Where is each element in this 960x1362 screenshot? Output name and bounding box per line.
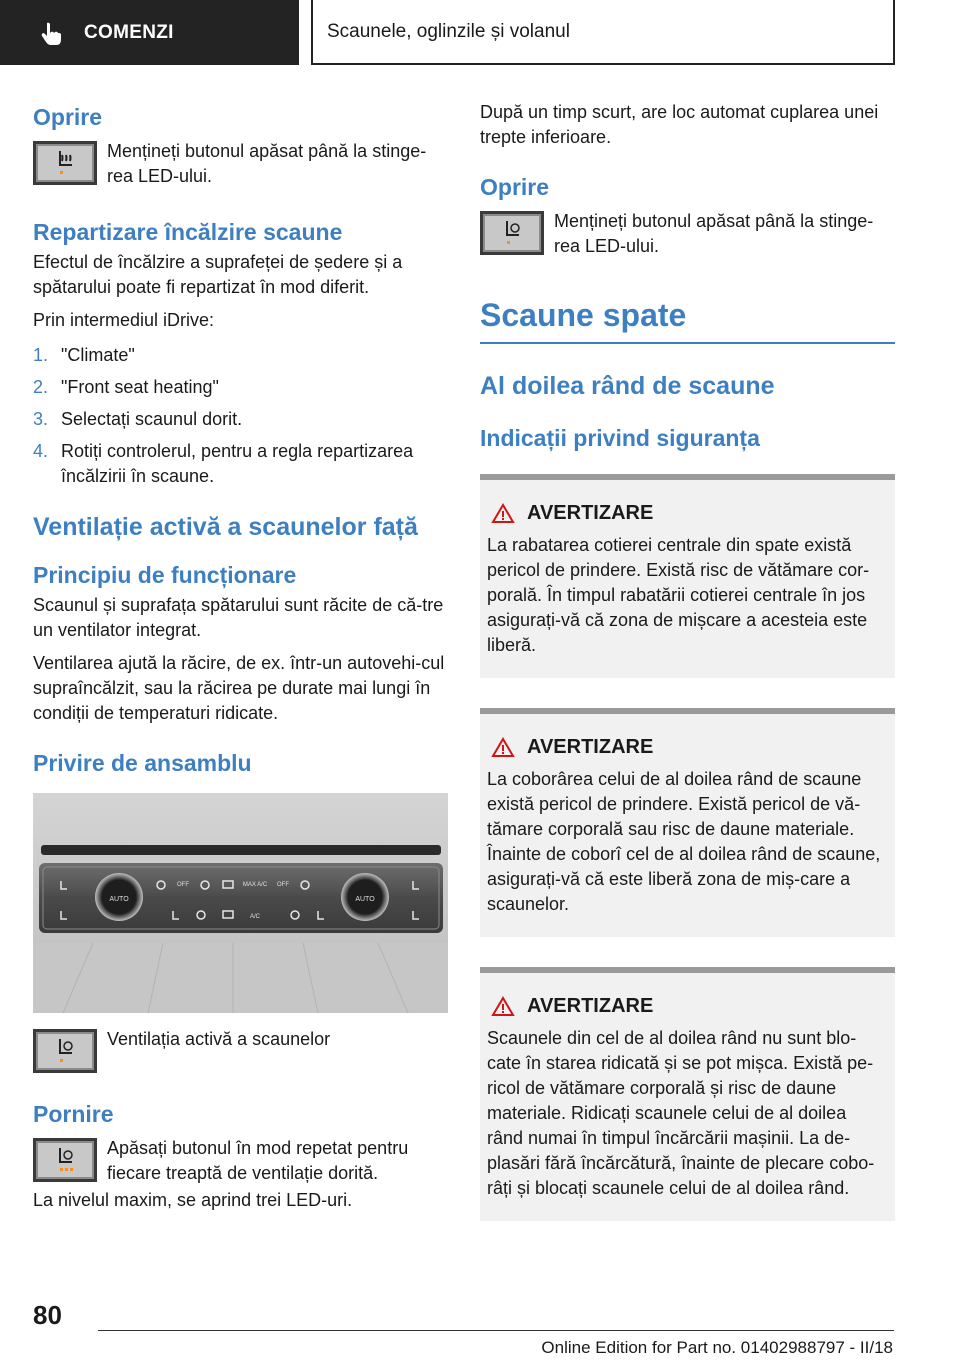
list-item: 2. "Front seat heating" — [33, 377, 219, 397]
oprire-heading-right: Oprire — [480, 174, 550, 200]
privire-heading: Privire de ansamblu — [33, 750, 252, 776]
left-column — [33, 100, 448, 1213]
warning-triangle-icon — [491, 737, 515, 758]
warning-box — [480, 967, 895, 1221]
warning-text: Scaunele din cel de al doilea rând nu sunt blo-cate în starea ridicată și se pot mișca. Există pe-ricol de vătămare corporală și risc de daune materiale. Ridicați scaunele celui de al doilea rând numai în timpul încărcării mașinii. La de-plasări fără încărcătură, înainte de plecare cobo-râți și blocați scaunele celui de al doilea rând. — [487, 1028, 875, 1198]
chapter-tab[interactable] — [0, 0, 299, 65]
warning-box — [480, 708, 895, 937]
indicatii-heading: Indicații privind siguranța — [480, 425, 760, 451]
intro-paragraph: După un timp scurt, are loc automat cuplarea unei trepte inferioare. — [480, 102, 879, 147]
seat-ventilation-button-icon — [33, 1029, 97, 1073]
svg-text:A/C: A/C — [249, 914, 261, 920]
oprire-text-right: Mențineți butonul apăsat până la stinge-rea LED-ului. — [554, 211, 874, 256]
principiu-paragraph-2: Ventilarea ajută la răcire, de ex. într-un autovehi-cul supraîncălzit, sau la răcirea pe durate mai lungi în condiții de temperaturi ridicate. — [33, 653, 445, 723]
chapter-label: COMENZI — [84, 21, 174, 43]
ventilatie-heading: Ventilație activă a scaunelor față — [33, 513, 418, 541]
seat-ventilation-button-icon — [33, 1138, 97, 1182]
principiu-heading: Principiu de funcționare — [33, 562, 297, 588]
oprire-heading: Oprire — [33, 104, 103, 130]
list-item: 4. Rotiți controlerul, pentru a regla repartizarea încălzirii în scaune. — [33, 441, 414, 486]
pornire-row — [33, 1136, 448, 1186]
warning-box — [480, 474, 895, 678]
pornire-heading: Pornire — [33, 1101, 114, 1127]
pornire-text: Apăsați butonul în mod repetat pentru fiecare treaptă de ventilație dorită. — [107, 1138, 409, 1183]
seat-heating-button-icon — [33, 141, 97, 185]
list-item: 1. "Climate" — [33, 345, 135, 365]
heading-rule — [480, 342, 895, 344]
seat-ventilation-button-icon — [480, 211, 544, 255]
page-number: 80 — [33, 1300, 62, 1330]
warning-title: AVERTIZARE — [489, 502, 887, 525]
oprire-text: Mențineți butonul apăsat până la stinge-rea LED-ului. — [107, 141, 427, 186]
principiu-paragraph-1: Scaunul și suprafața spătarului sunt răcite de că-tre un ventilator integrat. — [33, 595, 444, 640]
climate-panel-photo — [33, 793, 448, 1013]
al-doilea-heading: Al doilea rând de scaune — [480, 372, 775, 400]
warning-triangle-icon — [491, 996, 515, 1017]
hand-pointer-icon — [38, 20, 64, 46]
warning-title: AVERTIZARE — [489, 736, 887, 759]
edition-text: Online Edition for Part no. 01402988797 - II/18 — [541, 1338, 893, 1357]
list-item: 3. Selectați scaunul dorit. — [33, 409, 243, 429]
svg-text:OFF: OFF — [277, 882, 289, 888]
warning-triangle-icon — [491, 503, 515, 524]
repartizare-heading: Repartizare încălzire scaune — [33, 219, 343, 245]
pornire-paragraph: La nivelul maxim, se aprind trei LED-uri. — [33, 1190, 353, 1210]
oprire-row-right — [480, 209, 895, 259]
idrive-intro: Prin intermediul iDrive: — [33, 310, 215, 330]
steps-list — [33, 343, 448, 489]
svg-text:MAX A/C: MAX A/C — [242, 882, 268, 888]
svg-text:AUTO: AUTO — [109, 896, 129, 903]
svg-text:AUTO: AUTO — [355, 896, 375, 903]
footer-rule — [98, 1330, 894, 1331]
right-column — [480, 100, 895, 1221]
oprire-row — [33, 139, 448, 189]
ventilatie-caption-row — [33, 1027, 448, 1073]
ventilatie-caption: Ventilația activă a scaunelor — [107, 1029, 331, 1049]
scaune-spate-heading: Scaune spate — [480, 297, 687, 333]
warning-title: AVERTIZARE — [489, 995, 887, 1018]
section-title: Scaunele, oglinzile și volanul — [311, 0, 895, 65]
warning-text: La coborârea celui de al doilea rând de scaune există pericol de prindere. Există pericol de vă-tămare corporală sau risc de daune materiale. Înainte de coborî cel de al doilea rând de scaune, asigurați-vă că este liberă zona de miș-care a scaunelor. — [487, 769, 881, 914]
svg-text:OFF: OFF — [177, 882, 189, 888]
warning-text: La rabatarea cotierei centrale din spate există pericol de prindere. Există risc de vătămare cor-porală. În timpul rabatării cotierei centrale în jos asigurați-vă că zona de mișcare a acesteia este liberă. — [487, 535, 870, 655]
repartizare-paragraph: Efectul de încălzire a suprafeței de ședere și a spătarului poate fi repartizat în mod diferit. — [33, 252, 403, 297]
